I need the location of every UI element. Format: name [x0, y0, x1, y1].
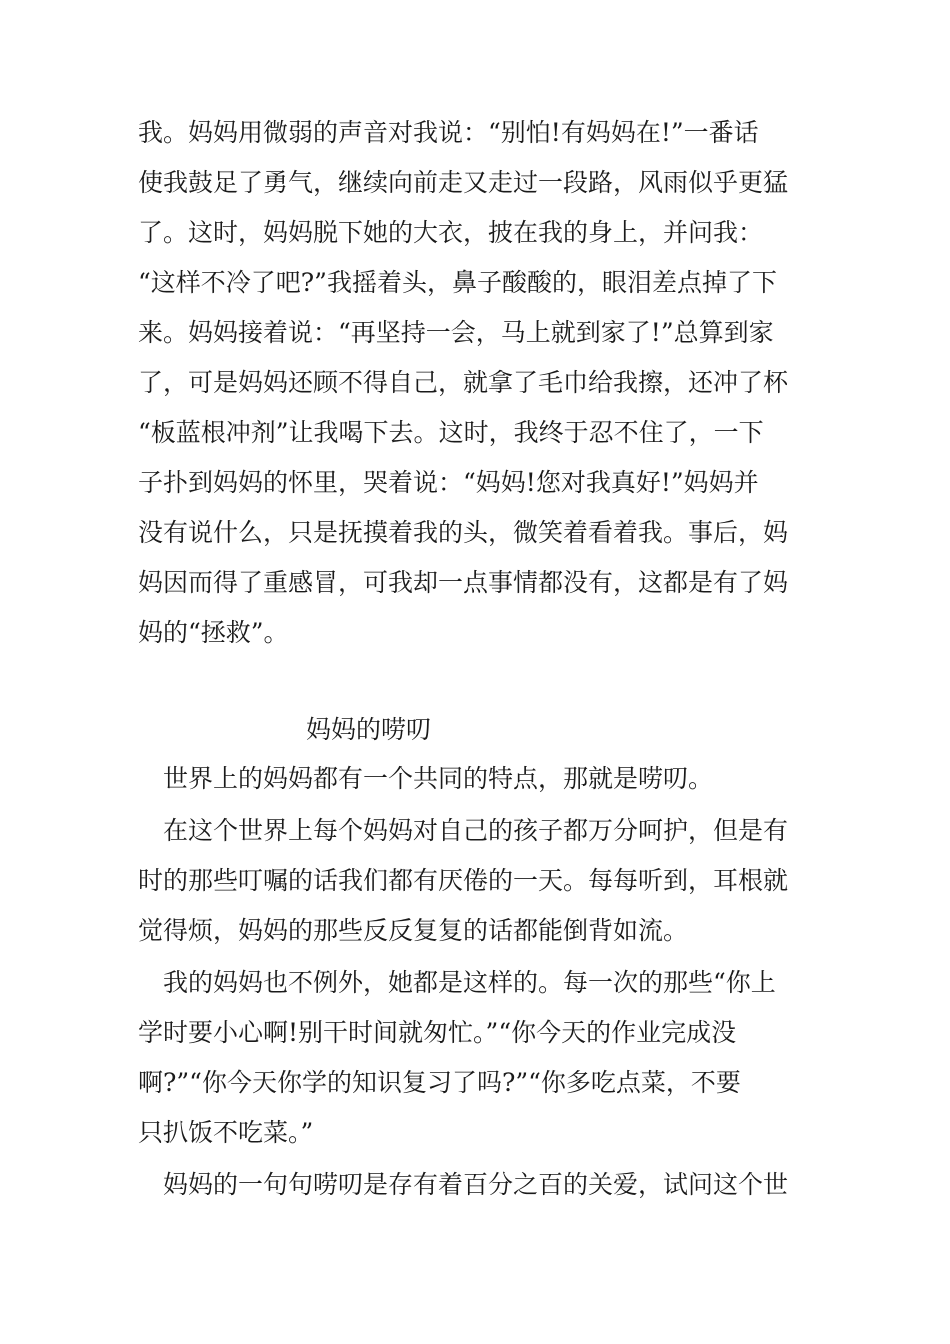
text-line: 使我鼓足了勇气，继续向前走又走过一段路，风雨似乎更猛: [138, 168, 789, 197]
text-line: 来。妈妈接着说：“再坚持一会，马上就到家了!”总算到家: [138, 318, 774, 347]
text-line: 只扒饭不吃菜。”: [138, 1118, 314, 1147]
text-line: 了。这时，妈妈脱下她的大衣，披在我的身上，并问我：: [138, 218, 764, 247]
text-line: 时的那些叮嘱的话我们都有厌倦的一天。每每听到，耳根就: [138, 866, 789, 895]
text-line: 学时要小心啊!别干时间就匆忙。”“你今天的作业完成没: [138, 1018, 737, 1047]
text-line: “这样不冷了吧?”我摇着头，鼻子酸酸的，眼泪差点掉了下: [138, 268, 777, 297]
text-line: 啊?”“你今天你学的知识复习了吗?”“你多吃点菜，不要: [138, 1068, 741, 1097]
text-line: 觉得烦，妈妈的那些反反复复的话都能倒背如流。: [138, 916, 689, 945]
text-line: 妈因而得了重感冒，可我却一点事情都没有，这都是有了妈: [138, 568, 789, 597]
text-line: “板蓝根冲剂”让我喝下去。这时，我终于忍不住了，一下: [138, 418, 764, 447]
text-line: 我。妈妈用微弱的声音对我说：“别怕!有妈妈在!”一番话: [138, 118, 759, 147]
text-line: 了，可是妈妈还顾不得自己，就拿了毛巾给我擦，还冲了杯: [138, 368, 789, 397]
text-line: 我的妈妈也不例外，她都是这样的。每一次的那些“你上: [138, 968, 776, 997]
text-line: 在这个世界上每个妈妈对自己的孩子都万分呵护，但是有: [138, 816, 789, 845]
text-line: 妈妈的一句句唠叨是存有着百分之百的关爱，试问这个世: [138, 1170, 789, 1199]
text-line: 没有说什么，只是抚摸着我的头，微笑着看着我。事后，妈: [138, 518, 789, 547]
text-line: 子扑到妈妈的怀里，哭着说：“妈妈!您对我真好!”妈妈并: [138, 468, 759, 497]
text-line: 妈的“拯救”。: [138, 618, 289, 647]
text-line: 世界上的妈妈都有一个共同的特点，那就是唠叨。: [138, 764, 714, 793]
essay-title: 妈妈的唠叨: [306, 715, 432, 744]
